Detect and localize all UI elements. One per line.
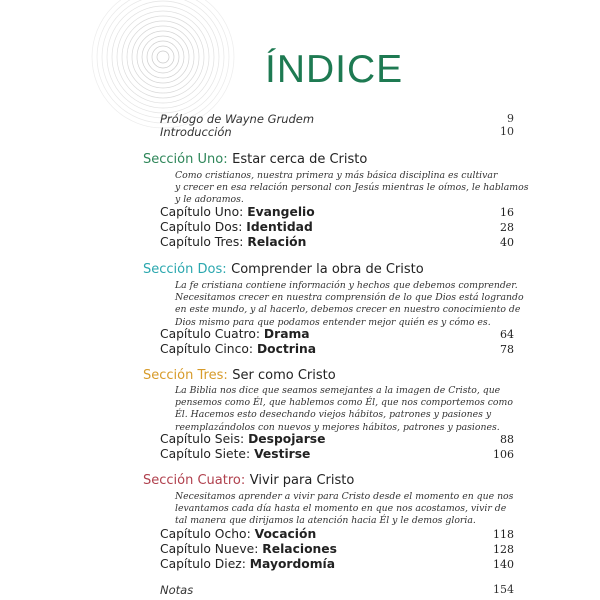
chapter-label: Capítulo Cinco:	[160, 342, 254, 356]
section-number: Sección Dos:	[143, 262, 227, 277]
toc-entry-notas[interactable]	[160, 583, 514, 597]
chapter-name: Doctrina	[256, 342, 317, 356]
description-line: La Biblia nos dice que seamos semejantes a la imagen de Cristo, que	[175, 385, 501, 396]
section-title: Ser como Cristo	[232, 368, 336, 383]
description-line: Necesitamos crecer en nuestra comprensión de lo que Dios está logrando	[175, 292, 524, 304]
chapter-name: Relación	[247, 235, 307, 249]
toc-entry-introduccion[interactable]	[160, 125, 514, 139]
toc-entry-chapter[interactable]	[160, 205, 514, 219]
chapter-name: Vocación	[254, 527, 317, 541]
section-title: Comprender la obra de Cristo	[231, 262, 424, 277]
description-line: levantamos cada día hasta el momento en que nos acostamos, vivir de	[175, 503, 507, 515]
chapter-label: Capítulo Diez:	[160, 557, 246, 571]
chapter-page: 64	[500, 328, 514, 341]
chapter-page: 118	[493, 528, 514, 541]
description-line: Como cristianos, nuestra primera y más básica disciplina es cultivar	[175, 170, 498, 181]
section-description	[175, 385, 515, 434]
chapter-label: Capítulo Siete:	[160, 447, 251, 461]
description-line: tal manera que dirijamos la atención hacia Él y le demos gloria.	[175, 515, 476, 527]
section-number: Sección Tres:	[143, 368, 228, 383]
toc-entry-chapter[interactable]	[160, 557, 514, 571]
chapter-name: Identidad	[246, 220, 313, 234]
section-heading-tres[interactable]	[143, 368, 336, 383]
section-heading-cuatro[interactable]	[143, 473, 354, 488]
description-line: y le adoramos.	[175, 194, 244, 206]
chapter-name: Drama	[263, 327, 310, 341]
toc-entry-chapter[interactable]	[160, 447, 514, 461]
chapter-name: Evangelio	[247, 205, 315, 219]
toc-entry-chapter[interactable]	[160, 542, 514, 556]
entry-page: 10	[500, 125, 514, 138]
description-line: Necesitamos aprender a vivir para Cristo desde el momento en que nos	[175, 491, 514, 502]
chapter-name: Despojarse	[248, 432, 326, 446]
entry-label: Prólogo de Wayne Grudem	[160, 112, 315, 126]
chapter-label: Capítulo Uno:	[160, 205, 244, 219]
entry-page: 154	[493, 583, 514, 596]
section-description	[175, 170, 529, 207]
description-line: Él. Hacemos esto desechando viejos hábitos, patrones y pasiones y	[175, 409, 492, 421]
entry-page: 9	[507, 112, 514, 125]
chapter-page: 78	[500, 343, 514, 356]
description-line: y crecer en esa relación personal con Jesús mientras le oímos, le hablamos	[175, 182, 529, 194]
chapter-name: Mayordomía	[249, 557, 336, 571]
chapter-label: Capítulo Cuatro:	[160, 327, 260, 341]
chapter-page: 40	[500, 236, 514, 249]
toc-entry-chapter[interactable]	[160, 220, 514, 234]
entry-label: Notas	[160, 583, 194, 597]
toc-entry-chapter[interactable]	[160, 327, 514, 341]
chapter-name: Vestirse	[254, 447, 311, 461]
description-line: reemplazándolos con nuevos y mejores hábitos, patrones y pasiones.	[175, 421, 500, 433]
chapter-page: 106	[493, 448, 514, 461]
section-heading-uno[interactable]	[143, 152, 367, 167]
toc-entry-chapter[interactable]	[160, 235, 514, 249]
chapter-label: Capítulo Nueve:	[160, 542, 259, 556]
description-line: La fe cristiana contiene información y hechos que debemos comprender.	[175, 280, 518, 291]
chapter-label: Capítulo Ocho:	[160, 527, 251, 541]
section-title: Vivir para Cristo	[249, 473, 355, 488]
entry-label: Introducción	[160, 125, 232, 139]
description-line: pensemos como Él, que hablemos como Él, que nos comportemos como	[175, 397, 513, 409]
toc-entry-chapter[interactable]	[160, 432, 514, 446]
section-title: Estar cerca de Cristo	[232, 152, 368, 167]
description-line: Dios mismo para que podamos entender mejor quién es y cómo es.	[175, 316, 491, 328]
toc-entry-prologo[interactable]	[160, 112, 514, 126]
description-line: en este mundo, y al hacerlo, debemos crecer en nuestro conocimiento de	[175, 304, 521, 316]
chapter-page: 140	[493, 558, 514, 571]
toc-entry-chapter[interactable]	[160, 342, 514, 356]
chapter-label: Capítulo Tres:	[160, 235, 244, 249]
section-heading-dos[interactable]	[143, 262, 424, 277]
toc-entry-chapter[interactable]	[160, 527, 514, 541]
chapter-page: 28	[500, 221, 514, 234]
chapter-name: Relaciones	[262, 542, 337, 556]
section-description	[175, 491, 515, 528]
section-number: Sección Cuatro:	[143, 473, 246, 488]
chapter-page: 88	[500, 433, 514, 446]
section-description	[175, 280, 524, 329]
chapter-page: 16	[500, 206, 514, 219]
section-number: Sección Uno:	[143, 152, 228, 167]
chapter-label: Capítulo Seis:	[160, 432, 245, 446]
page-title: ÍNDICE	[265, 48, 404, 91]
chapter-page: 128	[493, 543, 514, 556]
chapter-label: Capítulo Dos:	[160, 220, 243, 234]
